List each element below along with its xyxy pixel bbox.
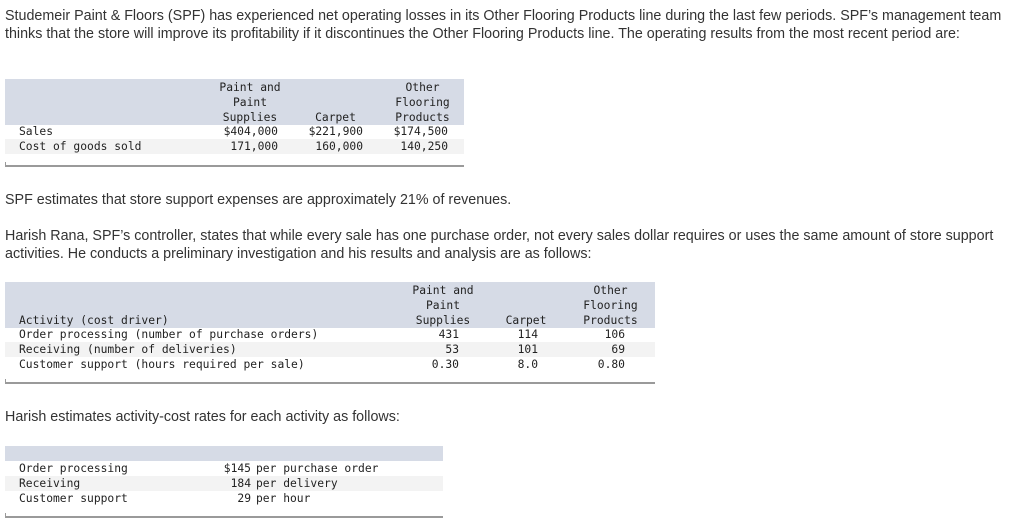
activity-driver-table — [5, 282, 655, 387]
cell-receiving-rate: 184 — [230, 477, 251, 490]
col-header-paint-line2: Paint — [425, 299, 460, 312]
controller-paragraph: Harish Rana, SPF’s controller, states that while every sale has one purchase order, not every sales dollar requires or uses the same amount of store support activities. He conducts a preliminary investigation and his results and analysis are as follows: — [5, 228, 994, 262]
col-header-other-line1: Other — [405, 81, 440, 94]
col-header-paint-line1: Paint and — [219, 81, 281, 94]
row-label-customer-support: Customer support (hours required per sale) — [19, 358, 305, 371]
col-header-other-line3: Products — [395, 111, 450, 124]
cell-support-unit: per hour — [256, 492, 311, 505]
cell-support-rate: 29 — [237, 492, 251, 505]
table-bottom-tick — [5, 162, 6, 167]
support-expense-paragraph: SPF estimates that store support expenses are approximately 21% of revenues. — [5, 192, 512, 208]
cell-support-other: 0.80 — [597, 358, 625, 371]
col-header-other-line2: Flooring — [395, 96, 450, 109]
row-label-order-processing: Order processing — [19, 462, 128, 475]
table-bottom-border — [5, 165, 464, 167]
cell-cogs-carpet: 160,000 — [315, 140, 363, 153]
col-header-other-line2: Flooring — [583, 299, 638, 312]
cell-order-paint: 431 — [438, 328, 459, 341]
cell-sales-carpet: $221,900 — [308, 125, 363, 138]
cell-sales-other: $174,500 — [393, 125, 448, 138]
cell-receiving-paint: 53 — [445, 343, 459, 356]
col-header-paint-line3: Supplies — [222, 111, 278, 124]
col-header-carpet: Carpet — [505, 314, 547, 327]
table-bottom-border — [5, 516, 443, 518]
cell-order-carpet: 114 — [517, 328, 538, 341]
cell-cogs-other: 140,250 — [400, 140, 448, 153]
row-label-cogs: Cost of goods sold — [19, 140, 142, 153]
cell-receiving-carpet: 101 — [517, 343, 538, 356]
col-header-other-line1: Other — [593, 284, 628, 297]
col-header-paint-line3: Supplies — [415, 314, 471, 327]
row-label-receiving: Receiving — [19, 477, 81, 490]
table-header-band — [5, 446, 443, 461]
cell-support-carpet: 8.0 — [517, 358, 538, 371]
row-label-receiving: Receiving (number of deliveries) — [19, 343, 237, 356]
table-bottom-border — [5, 382, 655, 384]
col-header-carpet: Carpet — [315, 111, 356, 124]
table-bottom-tick — [5, 379, 6, 384]
col-header-paint-line1: Paint and — [412, 284, 474, 297]
rates-paragraph: Harish estimates activity-cost rates for each activity as follows: — [5, 409, 400, 425]
cell-order-unit: per purchase order — [256, 462, 379, 475]
activity-rate-table — [5, 446, 443, 522]
cell-order-rate: $145 — [223, 462, 251, 475]
cell-receiving-unit: per delivery — [256, 477, 338, 490]
row-label-sales: Sales — [19, 125, 54, 138]
cell-support-paint: 0.30 — [431, 358, 459, 371]
cell-sales-paint: $404,000 — [223, 125, 278, 138]
row-header-activity: Activity (cost driver) — [19, 314, 169, 327]
cell-receiving-other: 69 — [611, 343, 625, 356]
table-bottom-tick — [5, 513, 6, 518]
col-header-paint-line2: Paint — [232, 96, 267, 109]
row-label-customer-support: Customer support — [19, 492, 128, 505]
col-header-other-line3: Products — [583, 314, 638, 327]
operating-results-table — [5, 79, 464, 169]
cell-order-other: 106 — [604, 328, 625, 341]
intro-paragraph: Studemeir Paint & Floors (SPF) has experienced net operating losses in its Other Flooring Products line during the last few periods. SPF’s management team thinks that the store will improve its profitability if it discontinues the Other Flooring Products line. The operating results from the most recent period are: — [5, 8, 1002, 42]
cell-cogs-paint: 171,000 — [230, 140, 278, 153]
row-label-order-processing: Order processing (number of purchase orders) — [19, 328, 319, 341]
